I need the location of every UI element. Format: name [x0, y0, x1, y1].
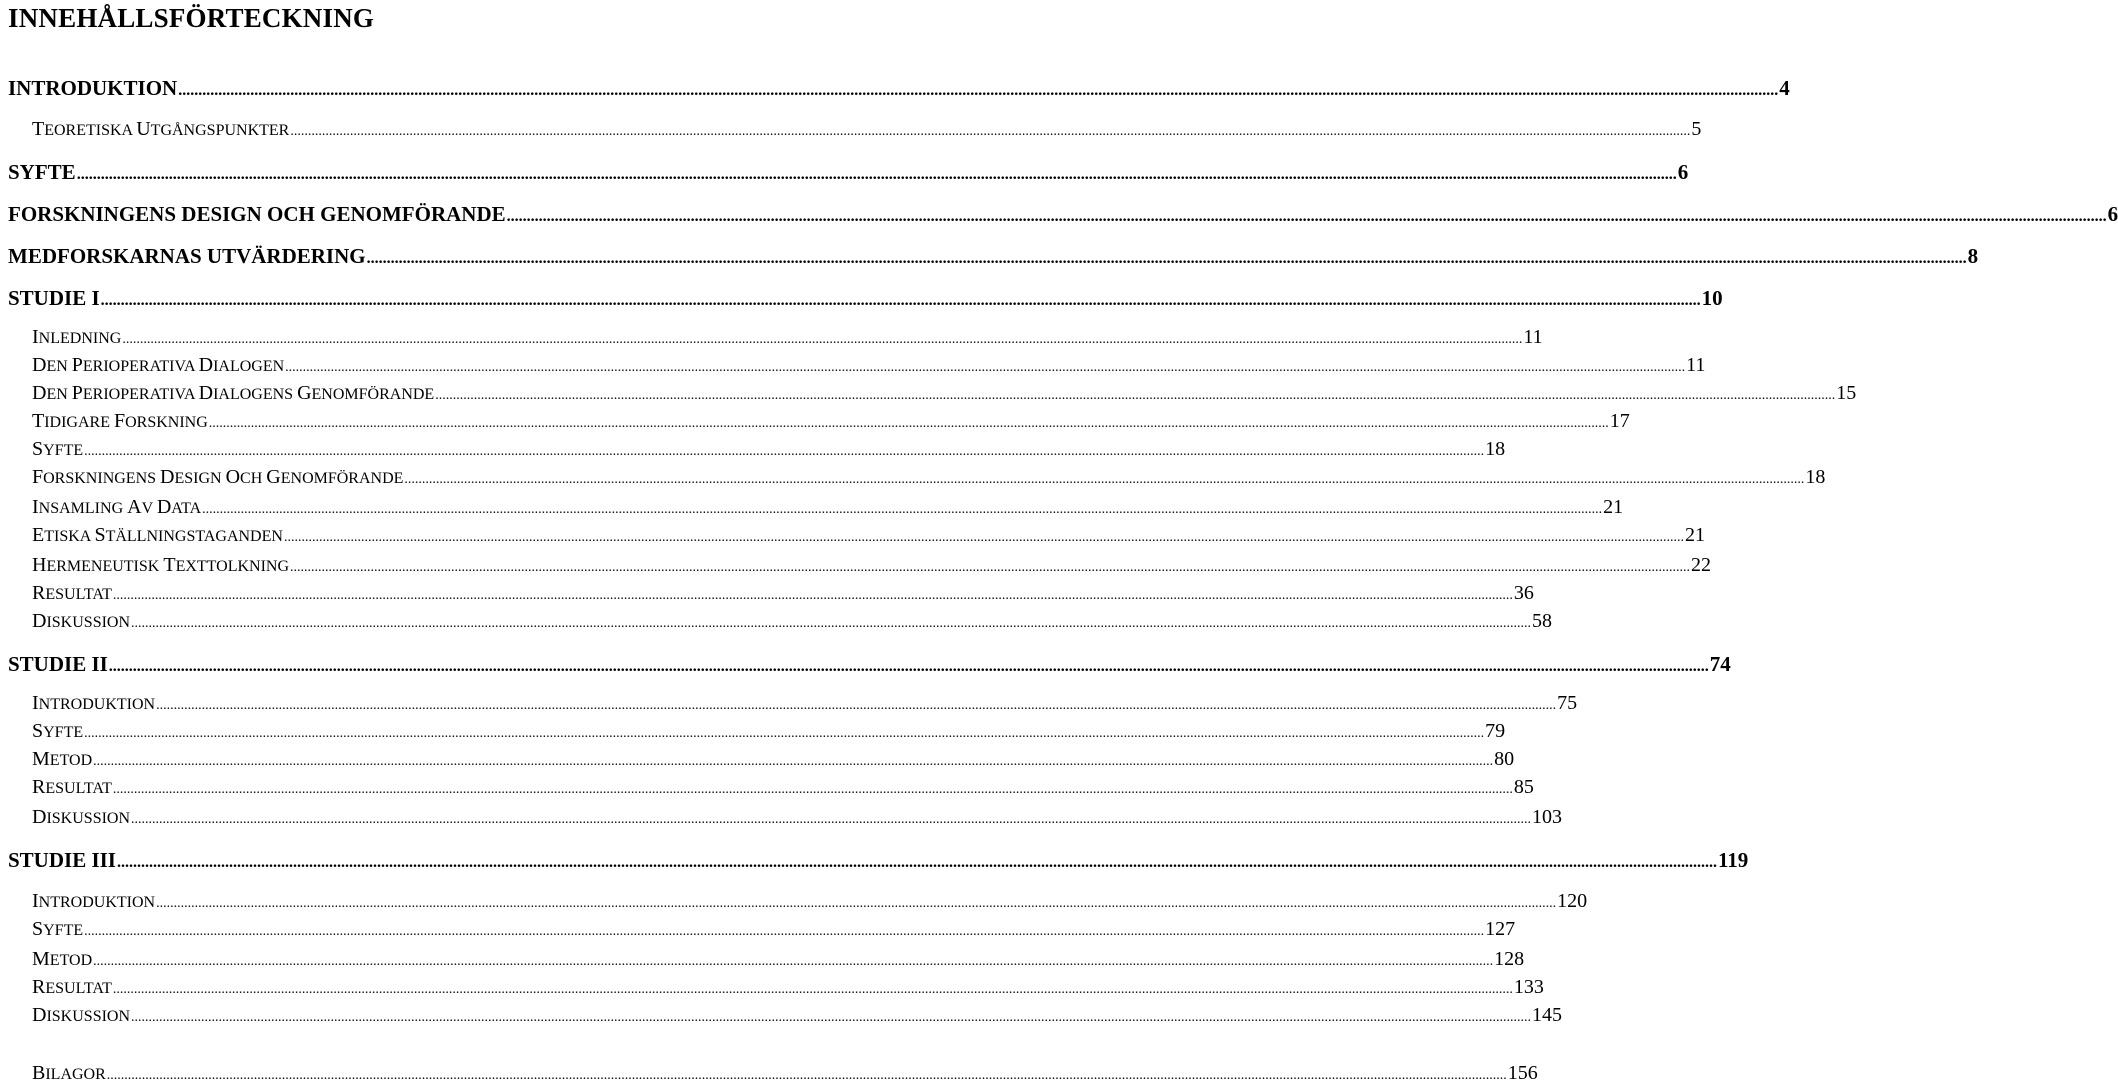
toc-dot-leader: ................................................................................................................................................................................................................................................................................................................................................................................................................: [112, 782, 1513, 797]
toc-entry[interactable]: [8, 286, 1723, 312]
toc-page-number: 58: [1532, 610, 1553, 632]
toc-entry-label: STUDIE I: [8, 286, 100, 310]
toc-dot-leader: ................................................................................................................................................................................................................................................................................................................................................................................................................: [178, 82, 1779, 99]
toc-entry[interactable]: [32, 326, 1543, 352]
toc-dot-leader: ................................................................................................................................................................................................................................................................................................................................................................................................................: [76, 166, 1677, 183]
toc-dot-leader: ................................................................................................................................................................................................................................................................................................................................................................................................................: [131, 616, 1532, 631]
toc-entry[interactable]: [32, 524, 1705, 550]
toc-page-number: 103: [1532, 806, 1563, 828]
toc-page-number: 6: [1677, 160, 1689, 184]
toc-entry[interactable]: [32, 720, 1506, 746]
toc-dot-leader: ................................................................................................................................................................................................................................................................................................................................................................................................................: [108, 658, 1709, 675]
toc-page-number: 17: [1609, 410, 1630, 432]
toc-page-number: 5: [1691, 118, 1702, 140]
toc-entry-label: SYFTE: [8, 160, 76, 184]
toc-entry[interactable]: [32, 118, 1702, 144]
toc-entry-label: STUDIE II: [8, 652, 108, 676]
toc-entry-label: RESULTAT: [32, 582, 112, 604]
toc-page-number: 128: [1494, 948, 1525, 970]
toc-entry[interactable]: [32, 1004, 1563, 1030]
toc-entry-label: DEN PERIOPERATIVA DIALOGENS GENOMFÖRANDE: [32, 382, 435, 404]
toc-entry-label: METOD: [32, 948, 93, 970]
toc-entry[interactable]: [32, 890, 1588, 916]
toc-page-number: 22: [1691, 554, 1712, 576]
toc-page-number: 11: [1523, 326, 1543, 348]
toc-dot-leader: ................................................................................................................................................................................................................................................................................................................................................................................................................: [100, 292, 1701, 309]
toc-entry[interactable]: [32, 496, 1624, 522]
toc-entry[interactable]: [32, 748, 1515, 774]
toc-entry[interactable]: [32, 466, 1826, 492]
toc-entry-label: INTRODUKTION: [32, 692, 156, 714]
toc-entry[interactable]: [32, 354, 1706, 380]
toc-entry[interactable]: [8, 160, 1689, 186]
toc-page-number: 21: [1603, 496, 1624, 518]
toc-dot-leader: ................................................................................................................................................................................................................................................................................................................................................................................................................: [122, 332, 1523, 347]
toc-dot-leader: ................................................................................................................................................................................................................................................................................................................................................................................................................: [84, 444, 1485, 459]
toc-dot-leader: ................................................................................................................................................................................................................................................................................................................................................................................................................: [404, 472, 1805, 487]
toc-entry-label: HERMENEUTISK TEXTTOLKNING: [32, 554, 290, 576]
toc-page-number: 36: [1513, 582, 1534, 604]
toc-dot-leader: ................................................................................................................................................................................................................................................................................................................................................................................................................: [506, 208, 2107, 225]
toc-entry-label: TIDIGARE FORSKNING: [32, 410, 208, 432]
toc-entry-label: INTRODUKTION: [32, 890, 156, 912]
toc-page-number: 10: [1701, 286, 1723, 310]
toc-entry-label: DISKUSSION: [32, 806, 131, 828]
toc-entry-label: TEORETISKA UTGÅNGSPUNKTER: [32, 118, 290, 140]
toc-heading: INNEHÅLLSFÖRTECKNING: [8, 3, 375, 33]
toc-entry[interactable]: [32, 918, 1516, 944]
toc-page-number: 11: [1686, 354, 1706, 376]
toc-entry[interactable]: [8, 244, 1979, 270]
toc-page-number: 145: [1532, 1004, 1563, 1026]
toc-entry-label: ETISKA STÄLLNINGSTAGANDEN: [32, 524, 283, 546]
toc-dot-leader: ................................................................................................................................................................................................................................................................................................................................................................................................................: [116, 854, 1717, 871]
toc-entry-label: INSAMLING AV DATA: [32, 496, 202, 518]
toc-entry-label: FORSKNINGENS DESIGN OCH GENOMFÖRANDE: [8, 202, 506, 226]
toc-dot-leader: ................................................................................................................................................................................................................................................................................................................................................................................................................: [112, 588, 1513, 603]
toc-entry[interactable]: [32, 948, 1525, 974]
toc-dot-leader: ................................................................................................................................................................................................................................................................................................................................................................................................................: [435, 388, 1836, 403]
toc-entry[interactable]: [8, 848, 1749, 874]
toc-page-number: 21: [1684, 524, 1705, 546]
toc-dot-leader: ................................................................................................................................................................................................................................................................................................................................................................................................................: [131, 812, 1532, 827]
toc-page-number: 120: [1557, 890, 1588, 912]
toc-dot-leader: ................................................................................................................................................................................................................................................................................................................................................................................................................: [156, 896, 1557, 911]
toc-page-number: 119: [1717, 848, 1749, 872]
toc-dot-leader: ................................................................................................................................................................................................................................................................................................................................................................................................................: [208, 416, 1609, 431]
toc-entry-label: SYFTE: [32, 918, 84, 940]
toc-entry-label: STUDIE III: [8, 848, 116, 872]
toc-page-number: 18: [1805, 466, 1826, 488]
toc-dot-leader: ................................................................................................................................................................................................................................................................................................................................................................................................................: [283, 530, 1684, 545]
toc-entry[interactable]: [32, 976, 1544, 1002]
toc-entry[interactable]: [8, 652, 1731, 678]
toc-entry-label: BILAGOR: [32, 1062, 106, 1084]
toc-dot-leader: ................................................................................................................................................................................................................................................................................................................................................................................................................: [156, 698, 1557, 713]
toc-entry[interactable]: [32, 806, 1563, 832]
toc-entry[interactable]: [32, 610, 1553, 636]
toc-entry-label: RESULTAT: [32, 976, 112, 998]
toc-entry[interactable]: [32, 382, 1857, 408]
toc-dot-leader: ................................................................................................................................................................................................................................................................................................................................................................................................................: [285, 360, 1686, 375]
toc-entry[interactable]: [32, 554, 1712, 580]
toc-page-number: 18: [1485, 438, 1506, 460]
toc-entry-label: INTRODUKTION: [8, 76, 178, 100]
toc-entry-label: SYFTE: [32, 438, 84, 460]
toc-page-number: 6: [2107, 202, 2118, 226]
toc-dot-leader: ................................................................................................................................................................................................................................................................................................................................................................................................................: [93, 754, 1494, 769]
toc-entry[interactable]: [8, 76, 1790, 102]
toc-dot-leader: ................................................................................................................................................................................................................................................................................................................................................................................................................: [84, 924, 1485, 939]
toc-page-number: 127: [1485, 918, 1516, 940]
toc-entry-label: RESULTAT: [32, 776, 112, 798]
toc-dot-leader: ................................................................................................................................................................................................................................................................................................................................................................................................................: [290, 560, 1691, 575]
toc-page-number: 15: [1836, 382, 1857, 404]
toc-entry-label: MEDFORSKARNAS UTVÄRDERING: [8, 244, 366, 268]
toc-entry-label: DISKUSSION: [32, 610, 131, 632]
toc-entry-label: FORSKNINGENS DESIGN OCH GENOMFÖRANDE: [32, 466, 404, 488]
toc-dot-leader: ................................................................................................................................................................................................................................................................................................................................................................................................................: [131, 1010, 1532, 1025]
toc-entry[interactable]: [32, 410, 1630, 436]
toc-dot-leader: ................................................................................................................................................................................................................................................................................................................................................................................................................: [93, 954, 1494, 969]
toc-page-number: 85: [1513, 776, 1534, 798]
toc-entry[interactable]: [32, 438, 1506, 464]
toc-dot-leader: ................................................................................................................................................................................................................................................................................................................................................................................................................: [366, 250, 1967, 267]
toc-entry-label: METOD: [32, 748, 93, 770]
toc-page-number: 4: [1779, 76, 1790, 100]
toc-entry[interactable]: [32, 692, 1578, 718]
toc-dot-leader: ................................................................................................................................................................................................................................................................................................................................................................................................................: [112, 982, 1513, 997]
toc-entry-label: DISKUSSION: [32, 1004, 131, 1026]
toc-page-number: 75: [1557, 692, 1578, 714]
toc-dot-leader: ................................................................................................................................................................................................................................................................................................................................................................................................................: [202, 502, 1603, 517]
toc-entry[interactable]: [32, 776, 1534, 802]
toc-page-number: 74: [1709, 652, 1731, 676]
toc-page-number: 8: [1967, 244, 1979, 268]
toc-dot-leader: ................................................................................................................................................................................................................................................................................................................................................................................................................: [84, 726, 1485, 741]
toc-dot-leader: ................................................................................................................................................................................................................................................................................................................................................................................................................: [106, 1068, 1507, 1083]
toc-entry-label: INLEDNING: [32, 326, 122, 348]
toc-page-number: 79: [1485, 720, 1506, 742]
toc-page-number: 156: [1507, 1062, 1538, 1084]
toc-dot-leader: ................................................................................................................................................................................................................................................................................................................................................................................................................: [290, 124, 1691, 139]
toc-entry[interactable]: [8, 202, 2118, 228]
toc-entry-label: SYFTE: [32, 720, 84, 742]
toc-page-number: 133: [1513, 976, 1544, 998]
toc-entry[interactable]: [32, 582, 1534, 608]
toc-entry[interactable]: [32, 1062, 1538, 1088]
toc-page-number: 80: [1494, 748, 1515, 770]
toc-entry-label: DEN PERIOPERATIVA DIALOGEN: [32, 354, 285, 376]
